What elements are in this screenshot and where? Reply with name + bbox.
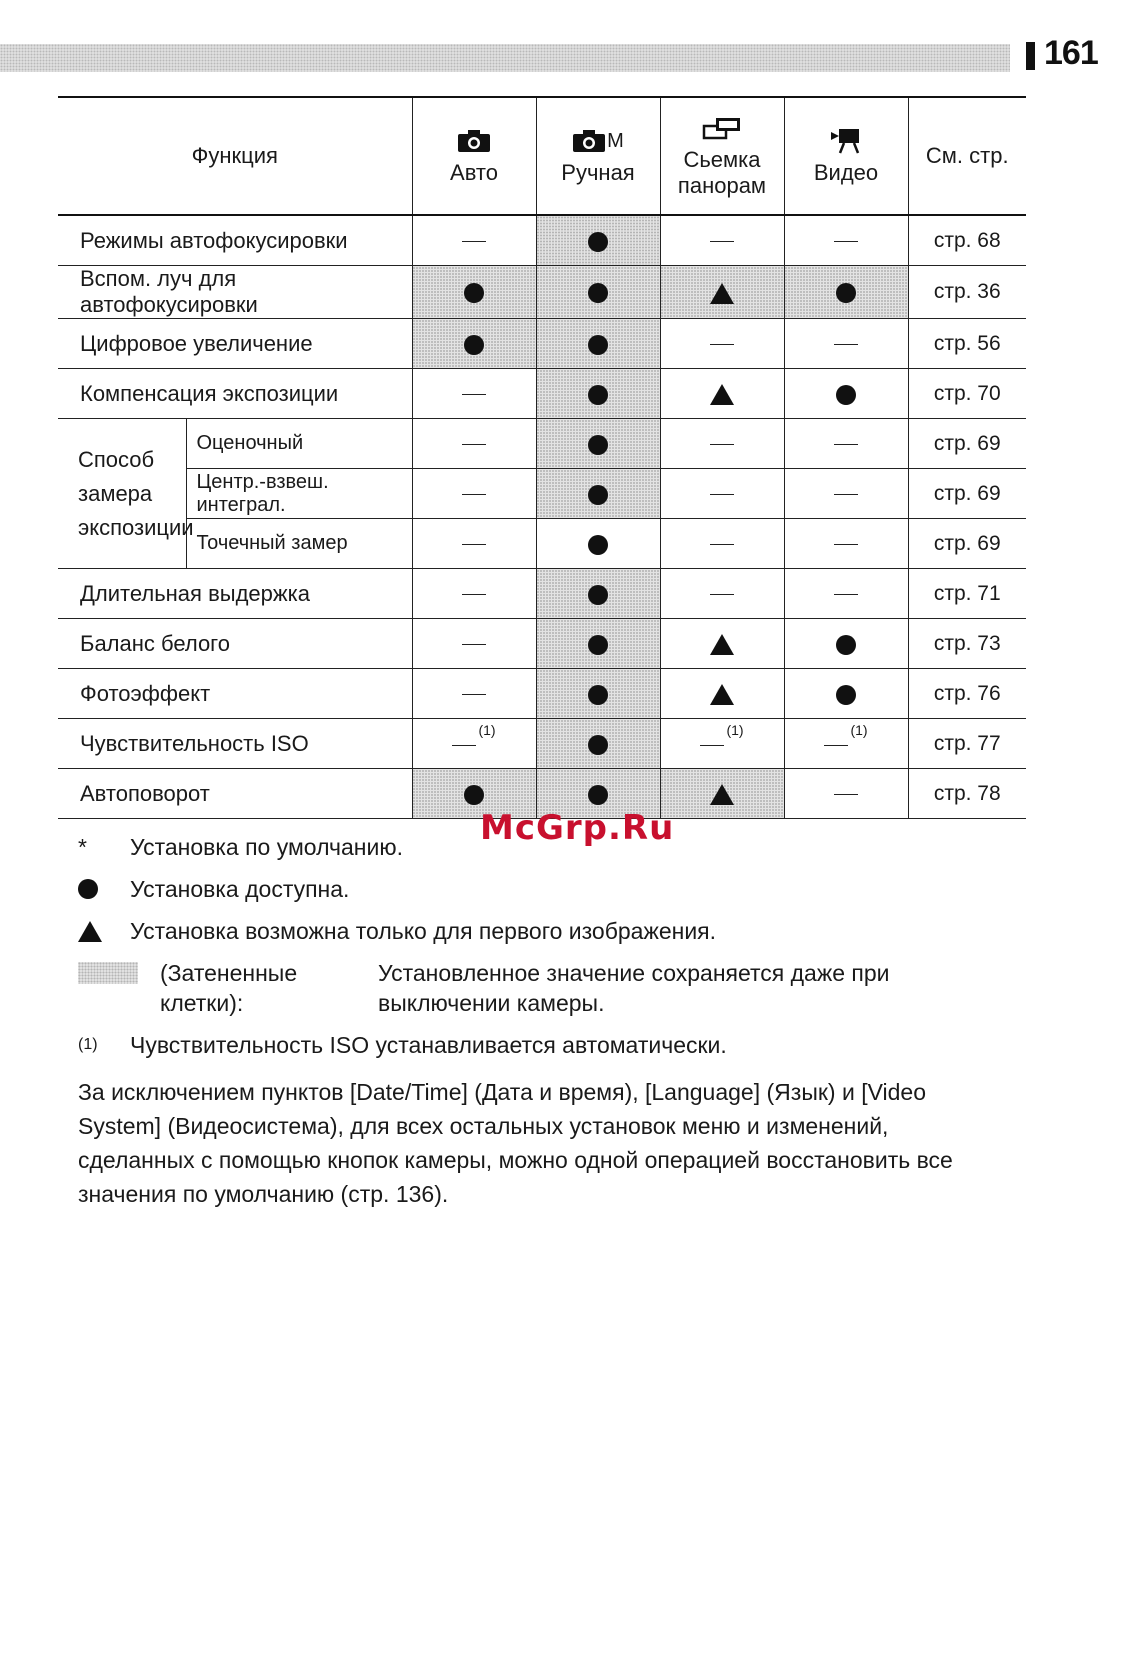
page-reference: стр. 71: [908, 569, 1026, 619]
mode-cell: [784, 319, 908, 369]
filled-circle-icon: [588, 635, 608, 655]
dash-mark: [462, 444, 486, 446]
mode-cell: [536, 419, 660, 469]
filled-triangle-icon: [710, 384, 734, 405]
filled-circle-icon: [836, 385, 856, 405]
row-label: Режимы автофокусировки: [58, 215, 412, 266]
filled-circle-icon: [588, 485, 608, 505]
camera-manual-icon: M: [572, 126, 624, 156]
row-label: Длительная выдержка: [58, 569, 412, 619]
mode-cell: [660, 319, 784, 369]
mode-cell: [784, 419, 908, 469]
watermark: McGrp.Ru: [480, 808, 675, 848]
row-label: Центр.-взвеш. интеграл.: [186, 469, 412, 519]
filled-circle-icon: [588, 685, 608, 705]
header-page-ref: См. стр.: [908, 97, 1026, 215]
dash-mark: [710, 544, 734, 546]
legend-shade: (Затененные клетки): Установленное значение сохраняется даже при выключении камеры.: [78, 958, 998, 1018]
mode-cell: [412, 469, 536, 519]
dash-mark: [462, 544, 486, 546]
dash-mark: [710, 494, 734, 496]
page-reference: стр. 56: [908, 319, 1026, 369]
filled-circle-icon: [588, 435, 608, 455]
filled-circle-icon: [588, 385, 608, 405]
shaded-cell-swatch: [78, 962, 138, 984]
movie-camera-icon: [829, 126, 863, 156]
filled-circle-icon: [588, 735, 608, 755]
legend-triangle: Установка возможна только для первого изображения.: [78, 916, 998, 946]
filled-circle-icon: [464, 283, 484, 303]
mode-cell: [412, 669, 536, 719]
header-col-panorama: Сьемка панорам: [660, 97, 784, 215]
dash-mark: [462, 394, 486, 396]
mode-cell: [536, 469, 660, 519]
table-row: [58, 669, 1026, 719]
dash-mark: [710, 444, 734, 446]
filled-circle-icon: [836, 635, 856, 655]
table-row: [58, 519, 1026, 569]
row-label: Чувствительность ISO: [58, 719, 412, 769]
mode-cell: [412, 215, 536, 266]
page-reference: стр. 69: [908, 519, 1026, 569]
page-reference: стр. 69: [908, 419, 1026, 469]
mode-cell: [784, 369, 908, 419]
page-reference: стр. 70: [908, 369, 1026, 419]
header-function: Функция: [58, 97, 412, 215]
mode-cell: [660, 266, 784, 319]
table-row: [58, 266, 1026, 319]
filled-circle-icon: [588, 535, 608, 555]
table-row: [58, 215, 1026, 266]
filled-circle-icon: [836, 685, 856, 705]
dash-with-note: (1): [824, 730, 867, 757]
function-table-wrap: [58, 96, 1026, 819]
dash-mark: [834, 544, 858, 546]
legend: [78, 832, 998, 1072]
table-row: [58, 569, 1026, 619]
table-row: [58, 319, 1026, 369]
filled-circle-icon: [464, 335, 484, 355]
filled-circle-icon: [836, 283, 856, 303]
table-row: [58, 719, 1026, 769]
mode-cell: [660, 619, 784, 669]
asterisk-symbol: *: [78, 833, 87, 860]
filled-circle-icon: [588, 232, 608, 252]
mode-cell: [784, 719, 908, 769]
legend-note: (1) Чувствительность ISO устанавливается автоматически.: [78, 1032, 727, 1058]
dash-with-note: (1): [452, 730, 495, 757]
mode-cell: [784, 569, 908, 619]
dash-mark: [834, 241, 858, 243]
dash-mark: [834, 794, 858, 796]
mode-cell: [412, 319, 536, 369]
mode-cell: [784, 469, 908, 519]
filled-circle-icon: [464, 785, 484, 805]
mode-cell: [660, 215, 784, 266]
mode-cell: [536, 215, 660, 266]
stitch-assist-icon: [702, 113, 742, 143]
header-strip: [0, 44, 1010, 72]
reset-note-paragraph: За исключением пунктов [Date/Time] (Дата и время), [Language] (Язык) и [Video System] (Видеосистема), для всех остальных установок меню и изменений, сделанных с помощью кнопок камеры, можно одной операцией восстановить все значения по умолчанию (стр. 136).: [78, 1079, 953, 1207]
mode-cell: [412, 519, 536, 569]
filled-circle-icon: [588, 283, 608, 303]
mode-cell: [784, 669, 908, 719]
header-col-video: Видео: [784, 97, 908, 215]
dash-with-note: (1): [700, 730, 743, 757]
row-label: Оценочный: [186, 419, 412, 469]
row-label: Баланс белого: [58, 619, 412, 669]
camera-icon: [457, 126, 491, 156]
header-col-auto: Авто: [412, 97, 536, 215]
table-row: [58, 369, 1026, 419]
mode-cell: [660, 719, 784, 769]
mode-cell: [412, 369, 536, 419]
table-row: [58, 469, 1026, 519]
mode-cell: [536, 619, 660, 669]
dash-mark: [710, 241, 734, 243]
mode-cell: [660, 519, 784, 569]
page-marker: [1026, 42, 1035, 70]
mode-cell: [536, 669, 660, 719]
dash-mark: [710, 344, 734, 346]
table-row: [58, 619, 1026, 669]
dash-mark: [834, 444, 858, 446]
mode-cell: [412, 619, 536, 669]
mode-cell: [412, 719, 536, 769]
mode-cell: [784, 519, 908, 569]
filled-triangle-icon: [710, 283, 734, 304]
filled-triangle-icon: [78, 921, 102, 942]
row-label: Цифровое увеличение: [58, 319, 412, 369]
mode-cell: [784, 266, 908, 319]
mode-cell: [660, 669, 784, 719]
mode-cell: [660, 769, 784, 819]
row-label: Автоповорот: [58, 769, 412, 819]
table-row: [58, 419, 1026, 469]
row-label: Вспом. луч для автофокусировки: [58, 266, 412, 319]
mode-cell: [660, 419, 784, 469]
dash-mark: [462, 241, 486, 243]
mode-cell: [660, 469, 784, 519]
filled-triangle-icon: [710, 784, 734, 805]
legend-dot: Установка доступна.: [78, 874, 998, 904]
dash-mark: [834, 494, 858, 496]
function-table: [58, 96, 1026, 819]
header-col-manual: M Ручная: [536, 97, 660, 215]
dash-mark: [834, 344, 858, 346]
mode-cell: [660, 369, 784, 419]
mode-cell: [412, 419, 536, 469]
row-label: Фотоэффект: [58, 669, 412, 719]
dash-mark: [462, 494, 486, 496]
mode-cell: [412, 569, 536, 619]
mode-cell: [536, 519, 660, 569]
page-reference: стр. 78: [908, 769, 1026, 819]
mode-cell: [784, 619, 908, 669]
page-reference: стр. 36: [908, 266, 1026, 319]
mode-cell: [536, 319, 660, 369]
mode-cell: [412, 266, 536, 319]
page-reference: стр. 69: [908, 469, 1026, 519]
table-header-row: [58, 97, 1026, 215]
legend-asterisk: * Установка по умолчанию.: [78, 833, 403, 860]
page-reference: стр. 77: [908, 719, 1026, 769]
filled-circle-icon: [78, 879, 98, 899]
mode-cell: [536, 266, 660, 319]
mode-cell: [784, 215, 908, 266]
filled-triangle-icon: [710, 684, 734, 705]
page-reference: стр. 76: [908, 669, 1026, 719]
page-reference: стр. 68: [908, 215, 1026, 266]
filled-circle-icon: [588, 785, 608, 805]
dash-mark: [462, 644, 486, 646]
dash-mark: [834, 594, 858, 596]
filled-circle-icon: [588, 585, 608, 605]
page-reference: стр. 73: [908, 619, 1026, 669]
filled-triangle-icon: [710, 634, 734, 655]
filled-circle-icon: [588, 335, 608, 355]
row-label: Компенсация экспозиции: [58, 369, 412, 419]
row-group-label: Способ замера экспозиции: [58, 419, 186, 569]
note-symbol: (1): [78, 1036, 98, 1053]
dash-mark: [710, 594, 734, 596]
mode-cell: [660, 569, 784, 619]
mode-cell: [536, 369, 660, 419]
page-number: 161: [1044, 34, 1098, 72]
mode-cell: [784, 769, 908, 819]
mode-cell: [536, 569, 660, 619]
dash-mark: [462, 694, 486, 696]
dash-mark: [462, 594, 486, 596]
mode-cell: [536, 719, 660, 769]
row-label: Точечный замер: [186, 519, 412, 569]
